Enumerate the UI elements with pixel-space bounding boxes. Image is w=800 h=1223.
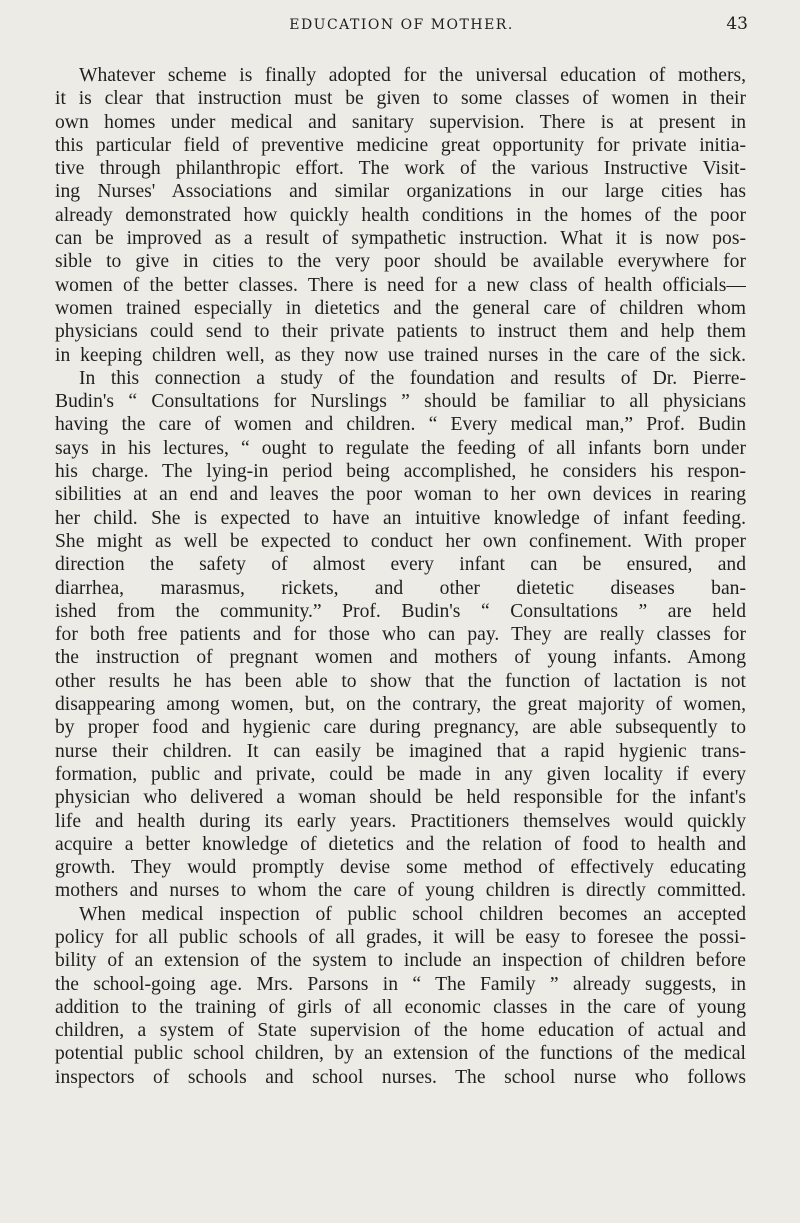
text-line: the instruction of pregnant women and mothers of young infants. Among [55,647,746,669]
text-line: says in his lectures, “ ought to regulate the feeding of all infants born under [55,437,746,459]
text-line: other results he has been able to show that the function of lactation is not [55,670,746,692]
text-line: having the care of women and children. “ Every medical man,” Prof. Budin [55,414,746,436]
text-line: inspectors of schools and school nurses. The school nurse who follows [55,1066,746,1088]
text-line: children, a system of State supervision of the home education of actual and [55,1020,746,1042]
text-line: nurse their children. It can easily be imagined that a rapid hygienic trans- [55,740,746,762]
text-line: her child. She is expected to have an intuitive knowledge of infant feeding. [55,507,746,529]
page-number: 43 [726,14,748,34]
running-title: EDUCATION OF MOTHER. [289,17,514,33]
text-line: In this connection a study of the foundation and results of Dr. Pierre- [79,367,746,389]
text-line: in keeping children well, as they now use trained nurses in the care of the sick. [55,344,746,366]
text-line: tive through philanthropic effort. The work of the various Instructive Visit- [55,158,746,180]
text-line: formation, public and private, could be made in any given locality if every [55,763,746,785]
text-line: addition to the training of girls of all economic classes in the care of young [55,996,746,1018]
text-line: ished from the community.” Prof. Budin's “ Consultations ” are held [55,600,746,622]
text-line: own homes under medical and sanitary supervision. There is at present in [55,111,746,133]
text-line: by proper food and hygienic care during pregnancy, are able subsequently to [55,717,746,739]
text-line: mothers and nurses to whom the care of young children is directly committed. [55,880,746,902]
text-line: potential public school children, by an extension of the functions of the medical [55,1043,746,1065]
text-line: Budin's “ Consultations for Nurslings ” should be familiar to all physicians [55,391,746,413]
text-line: women trained especially in dietetics and the general care of children whom [55,297,746,319]
text-line: diarrhea, marasmus, rickets, and other dietetic diseases ban- [55,577,746,599]
text-line: ing Nurses' Associations and similar organizations in our large cities has [55,181,746,203]
text-line: his charge. The lying-in period being accomplished, he considers his respon- [55,461,746,483]
text-line: physician who delivered a woman should be held responsible for the infant's [55,787,746,809]
text-line: this particular field of preventive medicine great opportunity for private initia- [55,134,746,156]
running-header [55,14,748,36]
text-line: When medical inspection of public school children becomes an accepted [79,903,746,925]
text-line: the school-going age. Mrs. Parsons in “ The Family ” already suggests, in [55,973,746,995]
text-line: women of the better classes. There is need for a new class of health officials— [55,274,746,296]
text-line: disappearing among women, but, on the contrary, the great majority of women, [55,694,746,716]
text-line: physicians could send to their private patients to instruct them and help them [55,321,746,343]
text-line: for both free patients and for those who can pay. They are really classes for [55,624,746,646]
text-line: Whatever scheme is finally adopted for the universal education of mothers, [79,65,746,86]
text-line: sibilities at an end and leaves the poor woman to her own devices in rearing [55,484,746,506]
text-line: bility of an extension of the system to include an inspection of children before [55,950,746,972]
text-line: already demonstrated how quickly health conditions in the homes of the poor [55,204,746,226]
text-line: growth. They would promptly devise some method of effectively educating [55,857,746,879]
text-line: sible to give in cities to the very poor should be available everywhere for [55,251,746,273]
body-text [55,64,746,1089]
text-line: She might as well be expected to conduct her own confinement. With proper [55,530,746,552]
text-line: direction the safety of almost every infant can be ensured, and [55,554,746,576]
text-line: it is clear that instruction must be given to some classes of women in their [55,88,746,110]
text-line: policy for all public schools of all grades, it will be easy to foresee the possi- [55,926,746,948]
text-line: acquire a better knowledge of dietetics and the relation of food to health and [55,833,746,855]
text-line: can be improved as a result of sympathetic instruction. What it is now pos- [55,228,746,250]
text-line: life and health during its early years. Practitioners themselves would quickly [55,810,746,832]
